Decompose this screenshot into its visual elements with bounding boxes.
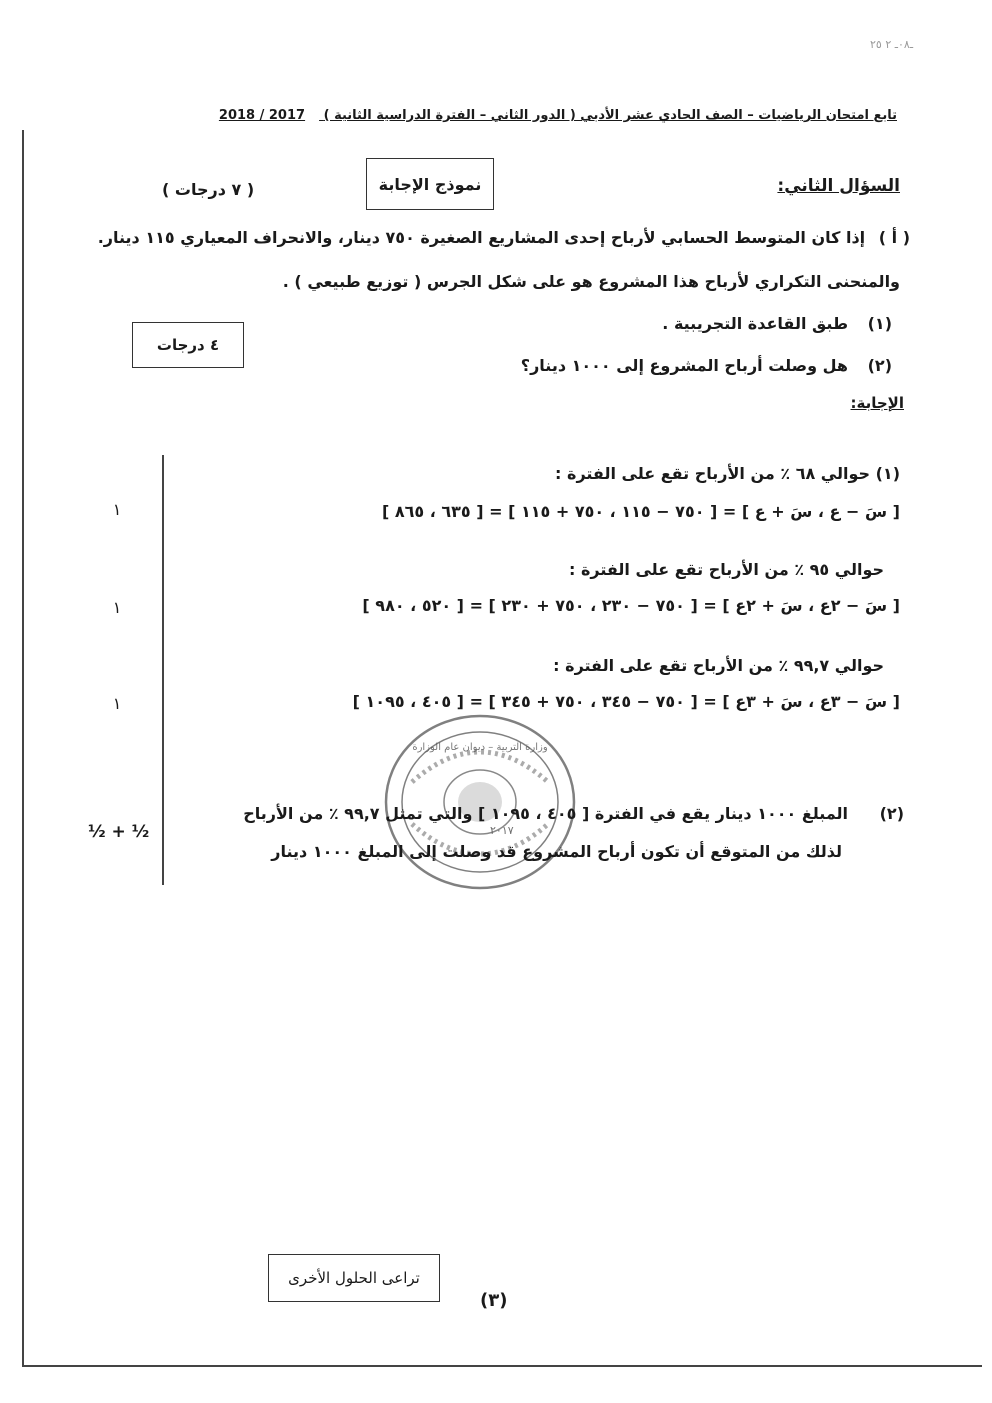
corner-note: ـ٠٨ـ ٢ ٢٥ <box>870 38 914 51</box>
sub-question-2 <box>521 356 892 375</box>
question-title: السؤال الثاني: <box>777 176 900 196</box>
page-frame <box>22 130 24 1365</box>
answer-model-label: نموذج الإجابة <box>378 174 482 194</box>
stamp-text: وزارة التربية – ديوان عام الوزارة <box>412 742 548 753</box>
q1-number: (١) <box>867 314 892 333</box>
page-frame-bottom <box>22 1365 982 1367</box>
q2-number: (٢) <box>867 356 892 375</box>
answer-mark-1: ١ <box>112 500 122 519</box>
sub-marks-label: ٤ درجات <box>156 336 220 354</box>
answer2-line1 <box>243 804 904 823</box>
exam-header <box>219 108 897 123</box>
answer-formula-1: [ سَ − ع ، سَ + ع ] = [ ٧٥٠ − ١١٥ ، ٧٥٠ + ١١٥ ] = [ ٦٣٥ ، ٨٦٥ ] <box>381 502 900 521</box>
answer2-mark: ½ + ½ <box>88 822 150 842</box>
sub-marks-box <box>132 322 244 368</box>
total-marks: ( ٧ درجات ) <box>162 180 255 199</box>
q1-text: طبق القاعدة التجريبية . <box>662 314 849 333</box>
answer-mark-3: ١ <box>112 694 122 713</box>
answer-intro-2: حوالي ٩٥ ٪ من الأرباح تقع على الفترة : <box>569 560 884 579</box>
q2-text: هل وصلت أرباح المشروع إلى ١٠٠٠ دينار؟ <box>520 356 849 375</box>
stamp-year: ٢٠١٧ <box>490 824 514 837</box>
answer-mark-2: ١ <box>112 598 122 617</box>
answer-formula-2: [ سَ − ٢ع ، سَ + ٢ع ] = [ ٧٥٠ − ٢٣٠ ، ٧٥٠ + ٢٣٠ ] = [ ٥٢٠ ، ٩٨٠ ] <box>362 596 900 615</box>
footer-note: تراعى الحلول الأخرى <box>288 1269 420 1287</box>
answer2-line2: لذلك من المتوقع أن تكون أرباح المشروع قد وصلت إلى المبلغ ١٠٠٠ دينار <box>271 842 842 861</box>
footer-note-box <box>268 1254 440 1302</box>
header-year: 2018 / 2017 <box>218 108 306 123</box>
answer-label: الإجابة: <box>850 394 904 412</box>
answer-formula-3: [ سَ − ٣ع ، سَ + ٣ع ] = [ ٧٥٠ − ٣٤٥ ، ٧٥٠ + ٣٤٥ ] = [ ٤٠٥ ، ١٠٩٥ ] <box>352 692 900 711</box>
header-text: تابع امتحان الرياضيات – الصف الحادي عشر الأدبي ( الدور الثاني – الفترة الدراسية الثانية ) <box>323 108 897 123</box>
part-a-label: ( أ ) <box>878 228 910 247</box>
answer-intro-1: (١) حوالي ٦٨ ٪ من الأرباح تقع على الفترة : <box>555 464 900 483</box>
part-a-line2: والمنحنى التكراري لأرباح هذا المشروع هو على شكل الجرس ( توزيع طبيعي ) . <box>282 272 900 291</box>
sub-question-1 <box>662 314 892 333</box>
official-stamp <box>382 712 578 892</box>
answer-intro-3: حوالي ٩٩,٧ ٪ من الأرباح تقع على الفترة : <box>553 656 884 675</box>
stamp-graphic <box>382 712 578 892</box>
answer2-number: (٢) <box>879 804 904 823</box>
part-a-line1 <box>98 228 910 247</box>
marks-divider <box>162 455 164 885</box>
answer-model-box <box>366 158 494 210</box>
answer2-text1: المبلغ ١٠٠٠ دينار يقع في الفترة [ ٤٠٥ ، ١٠٩٥ ] والتي تمثل ٩٩,٧ ٪ من الأرباح <box>243 804 849 823</box>
part-a-text1: إذا كان المتوسط الحسابي لأرباح إحدى المشاريع الصغيرة ٧٥٠ دينار، والانحراف المعياري ١١٥ دينار. <box>97 228 866 247</box>
page-number: (٣) <box>480 1290 508 1311</box>
